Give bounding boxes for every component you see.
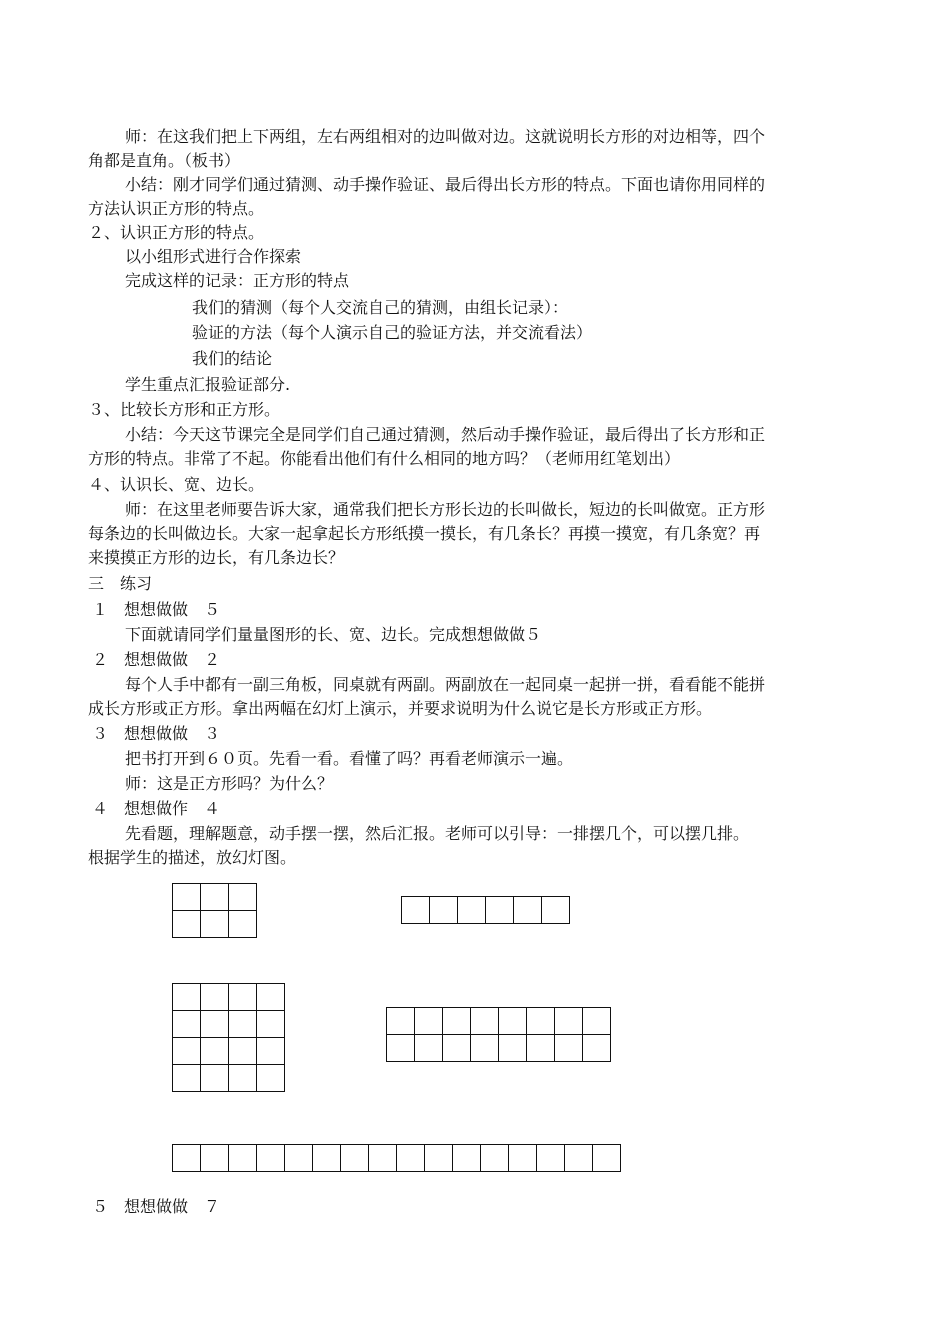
paragraph-line: 师：这是正方形吗？为什么？ xyxy=(125,774,334,793)
paragraph-line: 每个人手中都有一副三角板，同桌就有两副。两副放在一起同桌一起拼一拼，看看能不能拼 xyxy=(125,675,766,694)
grid-cell xyxy=(229,884,257,911)
grid-cell xyxy=(509,1145,537,1172)
grid-row xyxy=(173,884,257,911)
paragraph-line: 先看题，理解题意，动手摆一摆，然后汇报。老师可以引导：一排摆几个，可以摆几排。 xyxy=(125,824,750,843)
grid-cell xyxy=(229,1065,257,1092)
exercise-heading: １ 想想做做 ５ xyxy=(92,600,221,619)
grid-cell xyxy=(313,1145,341,1172)
grid-cell xyxy=(555,1035,583,1062)
grid-cell xyxy=(415,1008,443,1035)
exercise-heading: ３ 想想做做 ３ xyxy=(92,724,221,743)
section-heading: ４、认识长、宽、边长。 xyxy=(88,475,265,494)
grid-cell xyxy=(201,1011,229,1038)
grid-cell xyxy=(430,897,458,924)
grid-cell xyxy=(402,897,430,924)
grid-cell xyxy=(458,897,486,924)
grid-cell xyxy=(542,897,570,924)
grid-cell xyxy=(425,1145,453,1172)
grid-cell xyxy=(527,1008,555,1035)
grid-cell xyxy=(583,1035,611,1062)
grid-cell xyxy=(514,897,542,924)
grid-cell xyxy=(471,1035,499,1062)
section-heading: ２、认识正方形的特点。 xyxy=(88,223,265,242)
paragraph-line: 根据学生的描述，放幻灯图。 xyxy=(88,848,297,867)
paragraph-line: 验证的方法（每个人演示自己的验证方法，并交流看法） xyxy=(192,323,593,342)
grid-cell xyxy=(201,1038,229,1065)
paragraph-line: 小结：刚才同学们通过猜测、动手操作验证、最后得出长方形的特点。下面也请你用同样的 xyxy=(125,175,766,194)
grid-cell xyxy=(499,1008,527,1035)
grid-cell xyxy=(285,1145,313,1172)
section-heading: ３、比较长方形和正方形。 xyxy=(88,400,281,419)
paragraph-line: 把书打开到６０页。先看一看。看懂了吗？再看老师演示一遍。 xyxy=(125,749,574,768)
grid-cell xyxy=(173,1065,201,1092)
grid-cell xyxy=(173,984,201,1011)
grid-cell xyxy=(387,1008,415,1035)
grid-cell xyxy=(397,1145,425,1172)
grid-cell xyxy=(565,1145,593,1172)
grid-cell xyxy=(443,1008,471,1035)
grid-figure-4x4 xyxy=(172,983,285,1092)
grid-cell xyxy=(173,884,201,911)
grid-cell xyxy=(593,1145,621,1172)
grid-cell xyxy=(201,1065,229,1092)
grid-row xyxy=(173,1145,621,1172)
grid-cell xyxy=(201,911,229,938)
grid-row xyxy=(173,1065,285,1092)
grid-cell xyxy=(341,1145,369,1172)
paragraph-line: 角都是直角。（板书） xyxy=(88,151,241,170)
paragraph-line: 师：在这我们把上下两组，左右两组相对的边叫做对边。这就说明长方形的对边相等，四个 xyxy=(125,127,766,146)
paragraph-line: 每条边的长叫做边长。大家一起拿起长方形纸摸一摸长，有几条长？再摸一摸宽，有几条宽？再 xyxy=(88,524,761,543)
grid-cell xyxy=(583,1008,611,1035)
grid-cell xyxy=(481,1145,509,1172)
paragraph-line: 学生重点汇报验证部分. xyxy=(125,375,291,394)
grid-cell xyxy=(201,984,229,1011)
paragraph-line: 下面就请同学们量量图形的长、宽、边长。完成想想做做５ xyxy=(125,625,542,644)
grid-cell xyxy=(257,1065,285,1092)
grid-row xyxy=(173,911,257,938)
exercise-heading: ５ 想想做做 ７ xyxy=(92,1197,221,1216)
grid-cell xyxy=(453,1145,481,1172)
grid-cell xyxy=(443,1035,471,1062)
grid-cell xyxy=(173,911,201,938)
grid-figure-1x6 xyxy=(401,896,570,924)
grid-cell xyxy=(537,1145,565,1172)
paragraph-line: 我们的猜测（每个人交流自己的猜测，由组长记录）： xyxy=(192,298,569,317)
paragraph-line: 成长方形或正方形。拿出两幅在幻灯上演示，并要求说明为什么说它是长方形或正方形。 xyxy=(88,699,713,718)
grid-cell xyxy=(257,1011,285,1038)
grid-cell xyxy=(257,1038,285,1065)
grid-row xyxy=(387,1035,611,1062)
section-heading: 三 练习 xyxy=(88,574,153,593)
grid-cell xyxy=(415,1035,443,1062)
exercise-heading: ２ 想想做做 ２ xyxy=(92,650,221,669)
grid-cell xyxy=(387,1035,415,1062)
paragraph-line: 我们的结论 xyxy=(192,349,273,368)
grid-cell xyxy=(555,1008,583,1035)
grid-cell xyxy=(527,1035,555,1062)
grid-cell xyxy=(201,884,229,911)
paragraph-line: 完成这样的记录：正方形的特点 xyxy=(125,271,350,290)
grid-cell xyxy=(369,1145,397,1172)
grid-cell xyxy=(229,911,257,938)
grid-row xyxy=(402,897,570,924)
grid-cell xyxy=(257,984,285,1011)
grid-cell xyxy=(201,1145,229,1172)
grid-cell xyxy=(173,1145,201,1172)
grid-cell xyxy=(229,1011,257,1038)
grid-figure-2x3 xyxy=(172,883,257,938)
grid-figure-1x16 xyxy=(172,1144,621,1172)
grid-cell xyxy=(229,1145,257,1172)
grid-row xyxy=(173,984,285,1011)
exercise-heading: ４ 想想做作 ４ xyxy=(92,799,221,818)
paragraph-line: 方形的特点。非常了不起。你能看出他们有什么相同的地方吗？（老师用红笔划出） xyxy=(88,449,681,468)
grid-cell xyxy=(471,1008,499,1035)
grid-cell xyxy=(486,897,514,924)
grid-row xyxy=(173,1038,285,1065)
grid-cell xyxy=(257,1145,285,1172)
grid-cell xyxy=(229,984,257,1011)
grid-cell xyxy=(173,1011,201,1038)
grid-row xyxy=(387,1008,611,1035)
grid-cell xyxy=(229,1038,257,1065)
grid-cell xyxy=(173,1038,201,1065)
grid-row xyxy=(173,1011,285,1038)
paragraph-line: 以小组形式进行合作探索 xyxy=(125,247,302,266)
grid-cell xyxy=(499,1035,527,1062)
grid-figure-2x8 xyxy=(386,1007,611,1062)
paragraph-line: 小结：今天这节课完全是同学们自己通过猜测，然后动手操作验证，最后得出了长方形和正 xyxy=(125,425,766,444)
paragraph-line: 师：在这里老师要告诉大家，通常我们把长方形长边的长叫做长，短边的长叫做宽。正方形 xyxy=(125,500,766,519)
paragraph-line: 方法认识正方形的特点。 xyxy=(88,199,265,218)
paragraph-line: 来摸摸正方形的边长，有几条边长？ xyxy=(88,548,345,567)
